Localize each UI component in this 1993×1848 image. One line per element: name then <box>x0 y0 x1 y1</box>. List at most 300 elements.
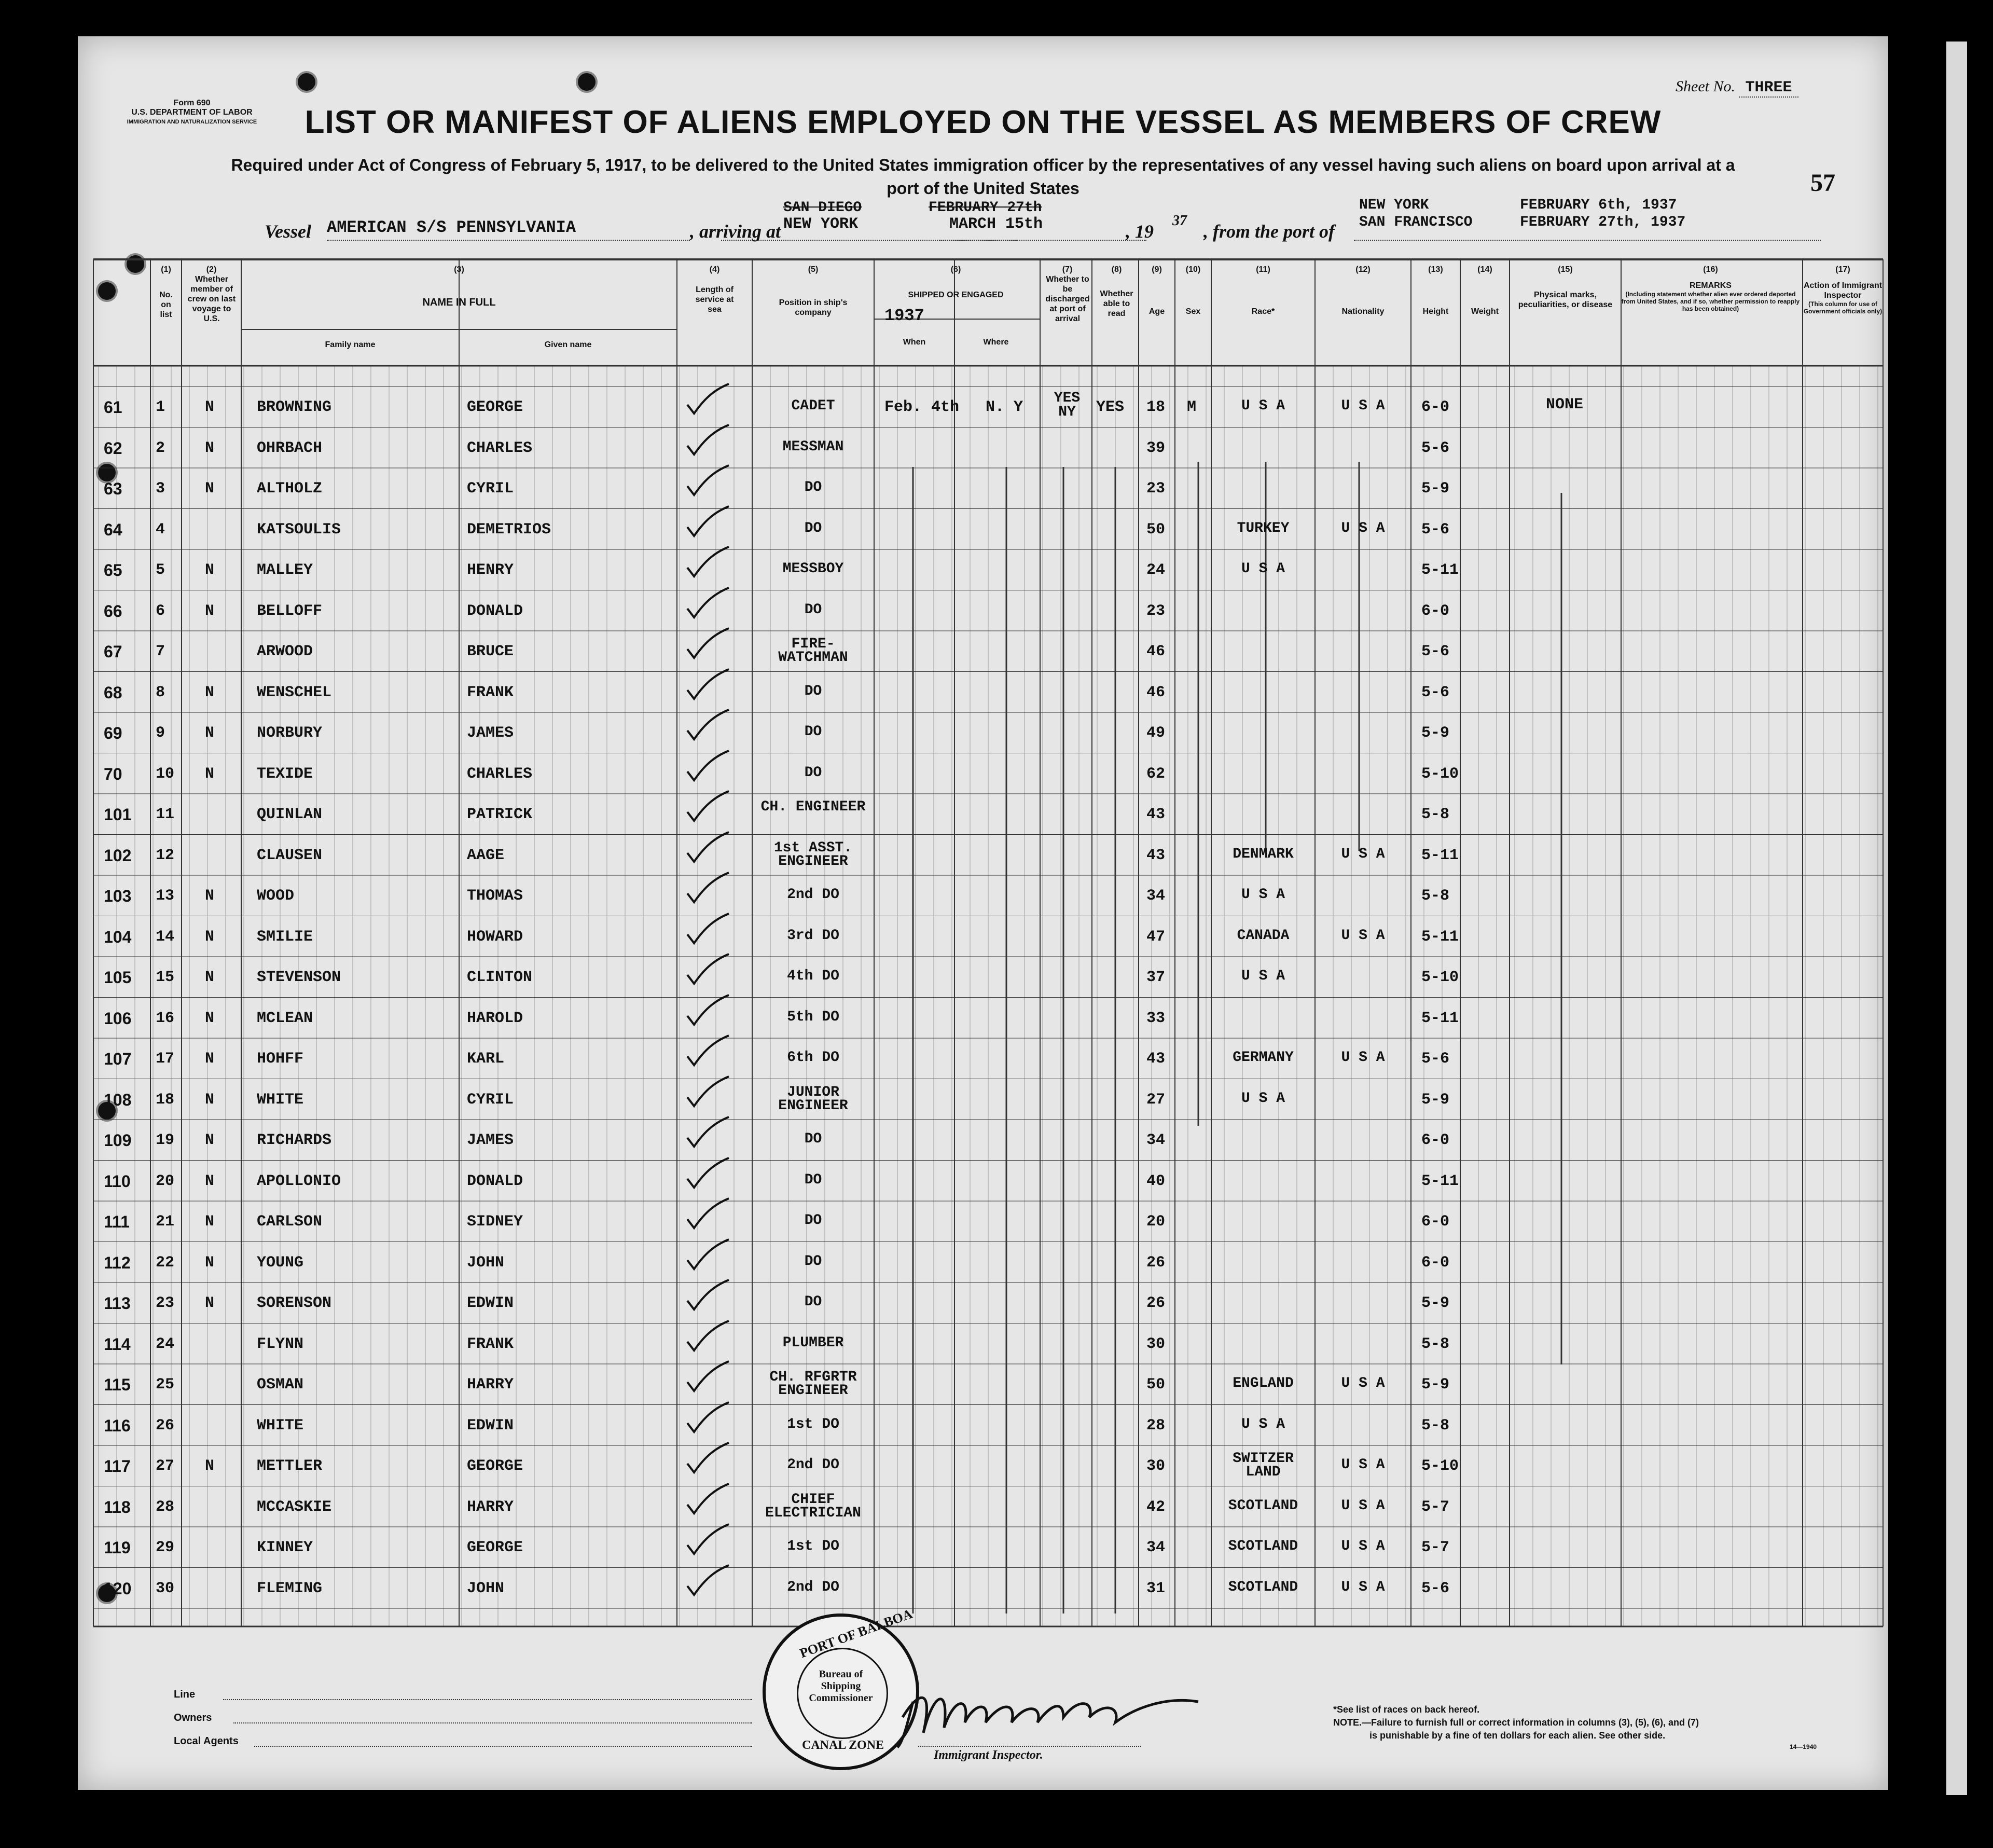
from-port-2-date: FEBRUARY 27th, 1937 <box>1520 214 1686 230</box>
cell-position: DO <box>804 520 822 536</box>
cell-age: 26 <box>1146 1253 1166 1272</box>
check-mark-icon <box>685 707 731 743</box>
footer-form-code: 14—1940 <box>1790 1743 1817 1750</box>
cell-list-number: 3 <box>156 480 165 498</box>
cell-list-number: 4 <box>156 520 165 539</box>
cell-given-name: JAMES <box>467 1132 514 1149</box>
cell-crew-flag: N <box>205 480 215 498</box>
cell-height: 5-8 <box>1421 806 1450 823</box>
cell-position: DO <box>804 601 822 618</box>
cell-list-number: 14 <box>156 928 175 946</box>
cell-position: 2nd DO <box>787 1579 839 1595</box>
cell-height: 6-0 <box>1421 1253 1450 1272</box>
cell-position: CH. ENGINEER <box>760 799 866 815</box>
check-mark-icon <box>685 992 731 1029</box>
cell-list-number: 17 <box>156 1050 175 1068</box>
check-mark-icon <box>685 911 731 947</box>
cell-ref-number: 116 <box>104 1416 131 1435</box>
cell-family-name: BROWNING <box>257 398 332 416</box>
vessel-label: Vessel <box>265 221 311 242</box>
cell-ref-number: 104 <box>104 927 132 946</box>
cell-crew-flag: N <box>205 561 215 579</box>
cell-given-name: AAGE <box>467 846 505 864</box>
cell-family-name: WOOD <box>257 887 295 905</box>
cell-age: 43 <box>1146 1050 1166 1068</box>
cell-family-name: NORBURY <box>257 724 323 742</box>
col-7-header: (7) Whether to be discharged at port of arrival <box>1045 265 1090 323</box>
col-12-header: (12) Nationality <box>1341 265 1385 316</box>
cell-given-name: HAROLD <box>467 1009 523 1027</box>
cell-list-number: 5 <box>156 561 165 579</box>
cell-list-number: 29 <box>156 1539 175 1556</box>
cell-position: DO <box>804 764 822 781</box>
cell-family-name: WHITE <box>257 1416 304 1435</box>
cell-height: 5-8 <box>1421 1335 1450 1353</box>
where-header: Where <box>983 338 1009 347</box>
cell-position: 6th DO <box>787 1050 839 1066</box>
cell-ref-number: 65 <box>104 561 122 580</box>
cell-height: 5-6 <box>1421 643 1450 660</box>
cell-crew-flag: N <box>205 1091 215 1109</box>
cell-age: 34 <box>1146 1539 1166 1556</box>
cell-ref-number: 115 <box>104 1375 131 1394</box>
cell-position: DO <box>804 1212 822 1229</box>
cell-height: 5-10 <box>1421 1457 1459 1475</box>
cell-ref-number: 103 <box>104 887 132 905</box>
footer-note-fine: NOTE.—Failure to furnish full or correct information in columns (3), (5), (6), and (7) <box>1333 1717 1699 1728</box>
cell-given-name: JOHN <box>467 1579 505 1597</box>
shipped-when: Feb. 4th <box>884 398 960 416</box>
col-9-header: (9) Age <box>1148 265 1165 316</box>
cell-height: 5-9 <box>1421 480 1450 498</box>
cell-family-name: MALLEY <box>257 561 313 579</box>
check-mark-icon <box>685 1033 731 1069</box>
subtitle-act: Required under Act of Congress of February 5, 1917, to be delivered to the United States immigration officer by the representatives of any vessel having such aliens on board upon arrival at a <box>231 156 1735 174</box>
cell-family-name: QUINLAN <box>257 806 323 823</box>
cell-age: 62 <box>1146 765 1166 783</box>
cell-nationality: U S A <box>1341 846 1385 862</box>
manifest-sheet <box>78 36 1888 1790</box>
col-5-header: (5) Position in ship's company <box>779 265 848 317</box>
cell-given-name: DONALD <box>467 602 523 620</box>
cell-given-name: CHARLES <box>467 439 533 457</box>
page-edge <box>1946 42 1967 1795</box>
year-prefix: , 19 <box>1126 221 1154 242</box>
discharge-answer: YES <box>1054 390 1081 406</box>
cell-race: U S A <box>1241 968 1285 984</box>
cell-nationality: U S A <box>1341 1375 1385 1391</box>
sheet-label: Sheet No. <box>1676 78 1735 95</box>
cell-list-number: 10 <box>156 765 175 783</box>
cell-height: 5-6 <box>1421 520 1450 539</box>
cell-given-name: KARL <box>467 1050 505 1068</box>
check-mark-icon <box>685 748 731 784</box>
year-value: 37 <box>1172 213 1187 229</box>
cell-age: 42 <box>1146 1498 1166 1516</box>
inspector-label: Immigrant Inspector. <box>934 1748 1043 1762</box>
cell-family-name: ALTHOLZ <box>257 480 323 498</box>
from-port-1-date: FEBRUARY 6th, 1937 <box>1520 197 1677 213</box>
cell-race: ENGLAND <box>1233 1375 1294 1391</box>
cell-age: 34 <box>1146 1132 1166 1149</box>
cell-crew-flag: N <box>205 602 215 620</box>
cell-family-name: KINNEY <box>257 1539 313 1556</box>
footer-note-races: *See list of races on back hereof. <box>1333 1704 1480 1715</box>
cell-crew-flag: N <box>205 1009 215 1027</box>
cell-given-name: CLINTON <box>467 969 533 986</box>
cell-nationality: U S A <box>1341 520 1385 536</box>
cell-height: 5-8 <box>1421 887 1450 905</box>
cell-position: JUNIOR ENGINEER <box>778 1084 848 1114</box>
cell-ref-number: 67 <box>104 642 122 661</box>
col-1-header: (1) No. on list <box>159 265 173 319</box>
cell-position: MESSBOY <box>782 561 844 577</box>
cell-ref-number: 120 <box>104 1579 132 1598</box>
cell-given-name: HENRY <box>467 561 514 579</box>
cell-family-name: CARLSON <box>257 1213 323 1231</box>
given-name-header: Given name <box>544 340 592 349</box>
cell-ref-number: 102 <box>104 846 132 865</box>
cell-height: 5-11 <box>1421 1009 1459 1027</box>
cell-height: 5-7 <box>1421 1498 1450 1516</box>
check-mark-icon <box>685 544 731 581</box>
cell-ref-number: 117 <box>104 1457 131 1475</box>
cell-crew-flag: N <box>205 439 215 457</box>
check-mark-icon <box>685 1237 731 1273</box>
cell-nationality: U S A <box>1341 1457 1385 1473</box>
cell-ref-number: 114 <box>104 1334 131 1354</box>
cell-crew-flag: N <box>205 969 215 986</box>
cell-ref-number: 61 <box>104 398 122 417</box>
cell-nationality: U S A <box>1341 398 1385 414</box>
cell-family-name: RICHARDS <box>257 1132 332 1149</box>
cell-position: DO <box>804 683 822 699</box>
check-mark-icon <box>685 667 731 703</box>
cell-age: 39 <box>1146 439 1166 457</box>
cell-crew-flag: N <box>205 398 215 416</box>
check-mark-icon <box>685 830 731 866</box>
cell-ref-number: 107 <box>104 1050 132 1068</box>
cell-list-number: 6 <box>156 602 165 620</box>
cell-list-number: 1 <box>156 398 165 416</box>
cell-nationality: U S A <box>1341 927 1385 944</box>
cell-family-name: HOHFF <box>257 1050 304 1068</box>
cell-list-number: 23 <box>156 1294 175 1312</box>
shipped-year: 1937 <box>884 306 924 325</box>
from-port-2: SAN FRANCISCO <box>1359 214 1473 230</box>
cell-race: CANADA <box>1237 927 1290 944</box>
cell-nationality: U S A <box>1341 1538 1385 1554</box>
cell-list-number: 20 <box>156 1172 175 1190</box>
col-15-header: (15) Physical marks, peculiarities, or disease <box>1518 265 1613 309</box>
discharge-port: NY <box>1058 404 1076 420</box>
col-3-header: (3) NAME IN FULL <box>422 265 496 308</box>
cell-race: U S A <box>1241 1090 1285 1107</box>
cell-given-name: HARRY <box>467 1498 514 1516</box>
when-header: When <box>903 338 926 347</box>
cell-given-name: DEMETRIOS <box>467 520 551 539</box>
cell-crew-flag: N <box>205 1457 215 1475</box>
cell-age: 31 <box>1146 1579 1166 1597</box>
col-16-header: (16) REMARKS (Including statement whether alien ever ordered deported from United States, and if so, whether permission to reapply has been obtained) <box>1621 265 1800 312</box>
cell-position: 2nd DO <box>787 887 839 903</box>
cell-family-name: ARWOOD <box>257 643 313 660</box>
cell-ref-number: 62 <box>104 438 122 458</box>
from-port-label: , from the port of <box>1203 221 1335 242</box>
cell-race: U S A <box>1241 561 1285 577</box>
family-name-header: Family name <box>325 340 376 349</box>
cell-position: DO <box>804 479 822 495</box>
cell-position: CADET <box>791 398 835 414</box>
cell-family-name: STEVENSON <box>257 969 341 986</box>
cell-height: 5-9 <box>1421 1091 1450 1109</box>
physical-marks: NONE <box>1546 396 1584 413</box>
col-17-header: (17) Action of Immigrant Inspector (This column for use of Government officials only) <box>1803 265 1883 315</box>
cell-height: 5-7 <box>1421 1539 1450 1556</box>
arriving-struck: SAN DIEGO <box>783 200 862 216</box>
cell-race: SCOTLAND <box>1228 1579 1298 1595</box>
cell-list-number: 9 <box>156 724 165 742</box>
sex-value: M <box>1187 398 1197 416</box>
cell-given-name: JOHN <box>467 1253 505 1272</box>
cell-family-name: SORENSON <box>257 1294 332 1312</box>
cell-ref-number: 66 <box>104 601 122 620</box>
cell-ref-number: 69 <box>104 724 122 742</box>
check-mark-icon <box>685 789 731 825</box>
cell-age: 30 <box>1146 1335 1166 1353</box>
cell-ref-number: 105 <box>104 968 132 987</box>
cell-position: 2nd DO <box>787 1457 839 1473</box>
cell-list-number: 11 <box>156 806 175 823</box>
cell-age: 46 <box>1146 643 1166 660</box>
cell-nationality: U S A <box>1341 1497 1385 1514</box>
cell-height: 5-11 <box>1421 846 1459 864</box>
footer-agents-label: Local Agents <box>174 1735 239 1747</box>
cell-position: 3rd DO <box>787 927 839 944</box>
cell-given-name: SIDNEY <box>467 1213 523 1231</box>
cell-ref-number: 113 <box>104 1294 131 1313</box>
cell-ref-number: 112 <box>104 1253 131 1272</box>
cell-ref-number: 119 <box>104 1538 131 1557</box>
cell-position: MESSMAN <box>782 438 844 455</box>
cell-nationality: U S A <box>1341 1050 1385 1066</box>
cell-height: 5-6 <box>1421 1579 1450 1597</box>
cell-family-name: WHITE <box>257 1091 304 1109</box>
cell-position: DO <box>804 724 822 740</box>
cell-list-number: 12 <box>156 846 175 864</box>
cell-family-name: OHRBACH <box>257 439 323 457</box>
cell-position: FIRE- WATCHMAN <box>778 636 848 666</box>
cell-given-name: EDWIN <box>467 1416 514 1435</box>
cell-age: 23 <box>1146 602 1166 620</box>
cell-ref-number: 63 <box>104 479 122 498</box>
cell-list-number: 16 <box>156 1009 175 1027</box>
inspector-signature <box>887 1671 1209 1748</box>
cell-ref-number: 109 <box>104 1131 132 1150</box>
cell-given-name: GEORGE <box>467 398 523 416</box>
cell-given-name: HOWARD <box>467 928 523 946</box>
cell-position: CH. RFGRTR ENGINEER <box>769 1369 857 1399</box>
cell-list-number: 24 <box>156 1335 175 1353</box>
cell-height: 5-6 <box>1421 1050 1450 1068</box>
cell-family-name: FLEMING <box>257 1579 323 1597</box>
cell-age: 20 <box>1146 1213 1166 1231</box>
cell-crew-flag: N <box>205 928 215 946</box>
cell-list-number: 2 <box>156 439 165 457</box>
cell-given-name: GEORGE <box>467 1457 523 1475</box>
cell-given-name: GEORGE <box>467 1539 523 1556</box>
cell-race: U S A <box>1241 398 1285 414</box>
cell-age: 43 <box>1146 806 1166 823</box>
cell-given-name: PATRICK <box>467 806 533 823</box>
cell-position: PLUMBER <box>782 1334 844 1351</box>
cell-height: 5-11 <box>1421 561 1459 579</box>
cell-given-name: EDWIN <box>467 1294 514 1312</box>
cell-race: GERMANY <box>1233 1050 1294 1066</box>
cell-age: 24 <box>1146 561 1166 579</box>
cell-age: 26 <box>1146 1294 1166 1312</box>
cell-given-name: FRANK <box>467 1335 514 1353</box>
arriving-label: , arriving at <box>690 221 781 242</box>
check-mark-icon <box>685 626 731 662</box>
cell-ref-number: 118 <box>104 1497 131 1516</box>
check-mark-icon <box>685 1359 731 1395</box>
cell-age: 18 <box>1146 398 1166 416</box>
cell-family-name: WENSCHEL <box>257 683 332 701</box>
cell-family-name: BELLOFF <box>257 602 323 620</box>
check-mark-icon <box>685 1522 731 1558</box>
cell-family-name: MCLEAN <box>257 1009 313 1027</box>
cell-family-name: OSMAN <box>257 1376 304 1394</box>
arrival-date-struck: FEBRUARY 27th <box>929 200 1042 216</box>
cell-crew-flag: N <box>205 765 215 783</box>
check-mark-icon <box>685 870 731 906</box>
check-mark-icon <box>685 381 731 418</box>
cell-height: 6-0 <box>1421 398 1450 416</box>
cell-crew-flag: N <box>205 1294 215 1312</box>
cell-height: 5-6 <box>1421 683 1450 701</box>
cell-given-name: CYRIL <box>467 480 514 498</box>
cell-crew-flag: N <box>205 887 215 905</box>
cell-given-name: THOMAS <box>467 887 523 905</box>
cell-list-number: 18 <box>156 1091 175 1109</box>
cell-list-number: 7 <box>156 643 165 660</box>
cell-list-number: 15 <box>156 969 175 986</box>
cell-family-name: CLAUSEN <box>257 846 323 864</box>
cell-ref-number: 68 <box>104 683 122 702</box>
cell-age: 23 <box>1146 480 1166 498</box>
cell-ref-number: 64 <box>104 520 122 539</box>
col-14-header: (14) Weight <box>1471 265 1499 316</box>
cell-position: DO <box>804 1171 822 1188</box>
cell-race: U S A <box>1241 887 1285 903</box>
check-mark-icon <box>685 1196 731 1232</box>
cell-age: 37 <box>1146 969 1166 986</box>
cell-age: 50 <box>1146 520 1166 539</box>
cell-family-name: YOUNG <box>257 1253 304 1272</box>
page-number: 57 <box>1810 169 1835 197</box>
cell-height: 5-6 <box>1421 439 1450 457</box>
cell-height: 5-11 <box>1421 928 1459 946</box>
cell-list-number: 27 <box>156 1457 175 1475</box>
cell-list-number: 19 <box>156 1132 175 1149</box>
cell-age: 40 <box>1146 1172 1166 1190</box>
check-mark-icon <box>685 422 731 459</box>
cell-list-number: 26 <box>156 1416 175 1435</box>
check-mark-icon <box>685 1114 731 1151</box>
cell-given-name: DONALD <box>467 1172 523 1190</box>
form-service: IMMIGRATION AND NATURALIZATION SERVICE <box>127 119 257 125</box>
cell-race: SCOTLAND <box>1228 1538 1298 1554</box>
form-department: U.S. DEPARTMENT OF LABOR <box>131 108 253 117</box>
shipped-where: N. Y <box>986 398 1023 416</box>
cell-race: TURKEY <box>1237 520 1290 536</box>
cell-race: U S A <box>1241 1416 1285 1432</box>
col-2-header: (2) Whether member of crew on last voyage to U.S. <box>187 265 236 323</box>
cell-given-name: BRUCE <box>467 643 514 660</box>
check-mark-icon <box>685 1481 731 1518</box>
stamp-inner-text: Bureau of Shipping Commissioner <box>809 1668 873 1704</box>
check-mark-icon <box>685 1400 731 1436</box>
cell-age: 28 <box>1146 1416 1166 1435</box>
cell-height: 6-0 <box>1421 1213 1450 1231</box>
able-to-read: YES <box>1096 398 1125 416</box>
cell-given-name: CHARLES <box>467 765 533 783</box>
cell-position: 1st DO <box>787 1416 839 1432</box>
cell-given-name: HARRY <box>467 1376 514 1394</box>
cell-given-name: FRANK <box>467 683 514 701</box>
vessel-name: AMERICAN S/S PENNSYLVANIA <box>327 218 576 237</box>
cell-race: DENMARK <box>1233 846 1294 862</box>
subtitle-port: port of the United States <box>887 179 1079 198</box>
cell-family-name: APOLLONIO <box>257 1172 341 1190</box>
cell-list-number: 22 <box>156 1253 175 1272</box>
cell-height: 6-0 <box>1421 1132 1450 1149</box>
col-6-header: (6) SHIPPED OR ENGAGED <box>908 265 1004 299</box>
cell-crew-flag: N <box>205 1253 215 1272</box>
cell-age: 43 <box>1146 846 1166 864</box>
cell-age: 33 <box>1146 1009 1166 1027</box>
col-13-header: (13) Height <box>1422 265 1449 316</box>
cell-age: 27 <box>1146 1091 1166 1109</box>
col-10-header: (10) Sex <box>1185 265 1201 316</box>
cell-crew-flag: N <box>205 1132 215 1149</box>
from-port-1: NEW YORK <box>1359 197 1429 213</box>
cell-position: 4th DO <box>787 968 839 984</box>
cell-family-name: TEXIDE <box>257 765 313 783</box>
cell-ref-number: 111 <box>104 1212 130 1231</box>
cell-age: 50 <box>1146 1376 1166 1394</box>
cell-crew-flag: N <box>205 1172 215 1190</box>
stamp-bottom-text: CANAL ZONE <box>802 1739 884 1752</box>
cell-list-number: 8 <box>156 683 165 701</box>
page-title: LIST OR MANIFEST OF ALIENS EMPLOYED ON THE VESSEL AS MEMBERS OF CREW <box>305 104 1662 140</box>
cell-age: 46 <box>1146 683 1166 701</box>
check-mark-icon <box>685 1277 731 1314</box>
check-mark-icon <box>685 951 731 988</box>
cell-height: 5-10 <box>1421 969 1459 986</box>
check-mark-icon <box>685 1563 731 1599</box>
cell-height: 6-0 <box>1421 602 1450 620</box>
cell-age: 34 <box>1146 887 1166 905</box>
check-mark-icon <box>685 1440 731 1477</box>
cell-position: CHIEF ELECTRICIAN <box>765 1491 861 1521</box>
footer-owners-label: Owners <box>174 1712 212 1723</box>
cell-height: 5-10 <box>1421 765 1459 783</box>
check-mark-icon <box>685 585 731 622</box>
cell-height: 5-11 <box>1421 1172 1459 1190</box>
cell-age: 47 <box>1146 928 1166 946</box>
